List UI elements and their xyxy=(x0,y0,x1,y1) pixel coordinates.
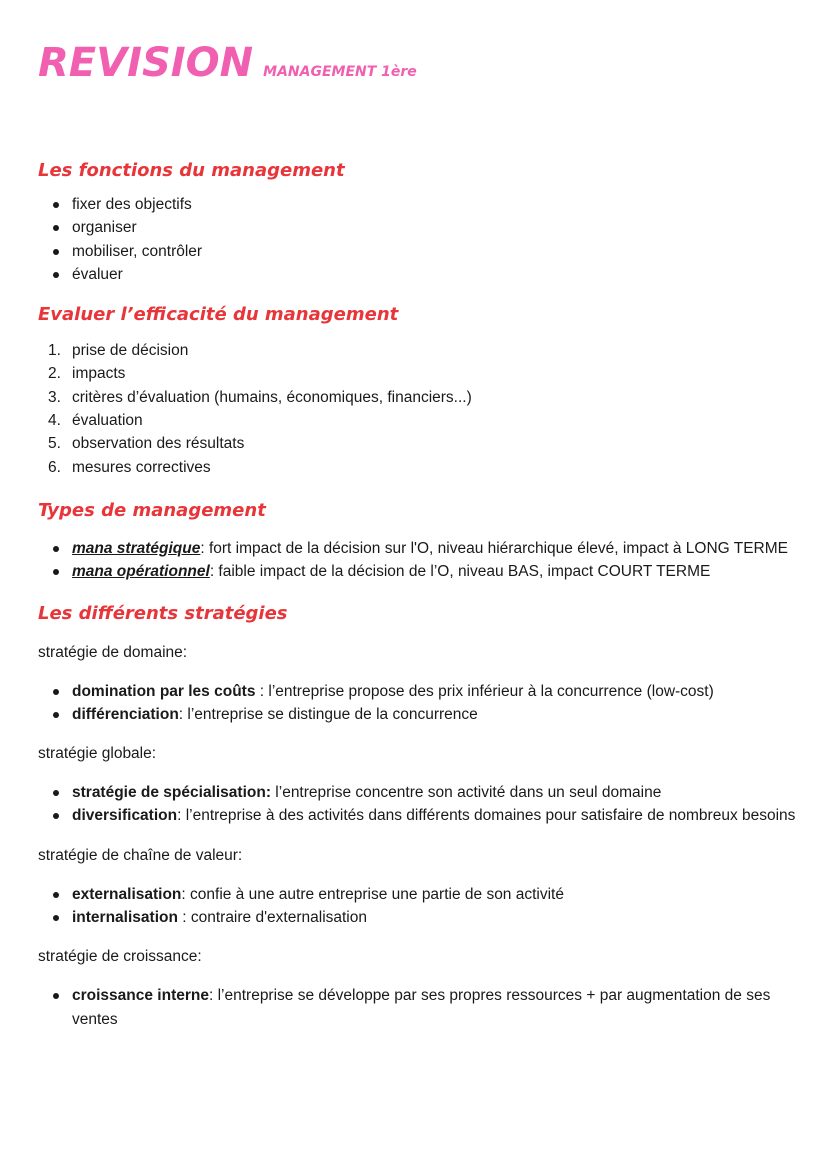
list-text: critères d’évaluation (humains, économiques, financiers...) xyxy=(72,388,472,406)
heading-efficacite: Evaluer l’efficacité du management xyxy=(38,304,399,326)
list-item xyxy=(38,537,798,560)
list-croissance xyxy=(38,984,798,1031)
term: différenciation xyxy=(72,705,179,723)
heading-fonctions: Les fonctions du management xyxy=(38,160,345,181)
list-item xyxy=(38,984,798,1031)
term-desc: : l’entreprise propose des prix inférieur à la concurrence (low-cost) xyxy=(255,682,714,700)
list-number: 5. xyxy=(48,435,61,453)
list-number: 2. xyxy=(48,365,61,383)
list-item xyxy=(38,703,798,726)
term-desc: : l’entreprise se développe par ses propres ressources + par augmentation de ses ventes xyxy=(72,987,771,1028)
term-desc: : fort impact de la décision sur l'O, niveau hiérarchique élevé, impact à LONG TERME xyxy=(200,539,788,557)
list-item xyxy=(38,456,798,479)
list-text: impacts xyxy=(72,365,126,383)
list-efficacite xyxy=(38,339,798,479)
term: domination par les coûts xyxy=(72,682,256,700)
page-title: REVISION xyxy=(38,40,254,86)
list-item xyxy=(38,362,798,385)
list-domaine xyxy=(38,680,798,727)
list-item xyxy=(38,883,798,906)
list-item: fixer des objectifs xyxy=(38,193,798,216)
list-item xyxy=(38,560,798,583)
heading-strategies: Les différents stratégies xyxy=(38,602,288,624)
page-subtitle: MANAGEMENT 1ère xyxy=(263,64,417,80)
label-domaine: stratégie de domaine: xyxy=(38,643,188,661)
list-item xyxy=(38,339,798,362)
term: mana opérationnel xyxy=(72,563,210,581)
list-item xyxy=(38,680,798,703)
list-item: évaluer xyxy=(38,263,798,286)
term: diversification xyxy=(72,807,178,825)
term-desc: : faible impact de la décision de l’O, niveau BAS, impact COURT TERME xyxy=(209,563,711,581)
label-croissance: stratégie de croissance: xyxy=(38,948,202,966)
list-number: 1. xyxy=(48,342,61,360)
list-text: prise de décision xyxy=(72,342,189,360)
term-desc: : confie à une autre entreprise une partie de son activité xyxy=(181,885,564,903)
list-number: 3. xyxy=(48,388,61,406)
term: externalisation xyxy=(72,885,182,903)
term-desc: : l’entreprise se distingue de la concurrence xyxy=(178,705,478,723)
label-globale: stratégie globale: xyxy=(38,745,157,763)
document-page xyxy=(38,40,798,1031)
term: internalisation xyxy=(72,909,178,927)
list-types xyxy=(38,537,798,584)
list-text: observation des résultats xyxy=(72,435,245,453)
list-item: organiser xyxy=(38,216,798,239)
list-text: évaluation xyxy=(72,412,143,430)
list-number: 6. xyxy=(48,458,61,476)
heading-types: Types de management xyxy=(38,499,266,521)
list-item xyxy=(38,432,798,455)
list-fonctions xyxy=(38,193,798,286)
list-item xyxy=(38,906,798,929)
list-globale xyxy=(38,781,798,828)
list-item xyxy=(38,409,798,432)
list-item: mobiliser, contrôler xyxy=(38,240,798,263)
title-row xyxy=(38,40,798,96)
list-chaine xyxy=(38,883,798,930)
list-text: mesures correctives xyxy=(72,458,211,476)
list-item xyxy=(38,781,798,804)
term-desc: : l’entreprise à des activités dans différents domaines pour satisfaire de nombreux besoins xyxy=(177,807,796,825)
label-chaine: stratégie de chaîne de valeur: xyxy=(38,846,243,864)
term: stratégie de spécialisation: xyxy=(72,784,271,802)
term-desc: : contraire d'externalisation xyxy=(177,909,367,927)
list-item xyxy=(38,804,798,827)
term-desc: l’entreprise concentre son activité dans un seul domaine xyxy=(271,784,662,802)
term: croissance interne xyxy=(72,987,209,1005)
list-item xyxy=(38,386,798,409)
term: mana stratégique xyxy=(72,539,201,557)
list-number: 4. xyxy=(48,412,61,430)
